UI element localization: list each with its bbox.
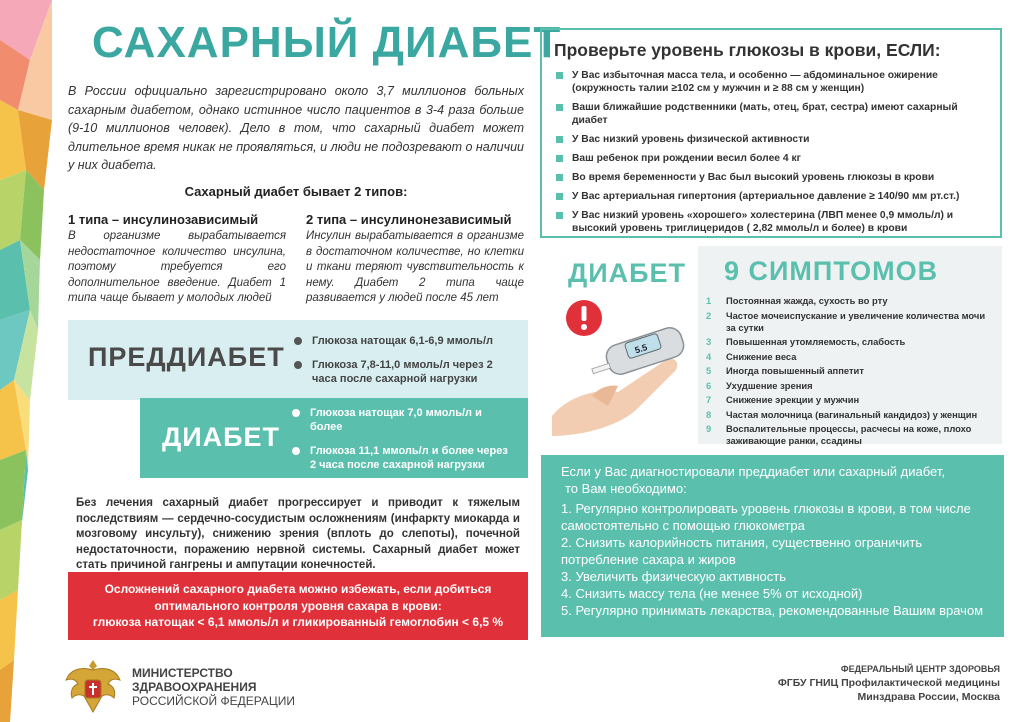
action-item: 3. Увеличить физическую активность [561, 569, 786, 584]
symptom-text: Постоянная жажда, сухость во рту [726, 295, 888, 306]
symptom-number: 7 [706, 394, 712, 405]
symptom-item [706, 351, 994, 363]
check-list [554, 69, 988, 235]
ministry-line: МИНИСТЕРСТВО [132, 666, 233, 680]
ministry-line: ЗДРАВООХРАНЕНИЯ [132, 680, 257, 694]
type1-title: 1 типа – инсулинозависимый [68, 212, 259, 227]
warning-line: Осложнений сахарного диабета можно избежать, если добиться [104, 582, 492, 596]
check-item: Во время беременности у Вас был высокий уровень глюкозы в крови [554, 171, 988, 184]
symptom-text: Воспалительные процессы, расчесы на коже, плохо заживающие ранки, ссадины [726, 423, 972, 446]
check-item: Ваши ближайшие родственники (мать, отец, брат, сестра) имеют сахарный диабет [554, 101, 988, 127]
action-item: 1. Регулярно контролировать уровень глюкозы в крови, в том числе самостоятельно с помощью глюкометра [561, 501, 971, 533]
check-glucose-panel [540, 28, 1002, 238]
diabetes-item: Глюкоза натощак 7,0 ммоль/л и более [292, 406, 492, 434]
symptom-item [706, 394, 994, 406]
symptom-number: 4 [706, 350, 712, 362]
symptom-text: Частое мочеиспускание и увеличение количества мочи за сутки [726, 309, 986, 333]
ministry-name [132, 666, 295, 708]
type2-text: Инсулин вырабатывается в организме в достаточном количестве, но клетки и ткани теряют чувствительность к нему. Диабет 2 типа чаще развивается у людей после 45 лет [306, 230, 524, 304]
symptom-text: Повышенная утомляемость, слабость [726, 336, 906, 347]
diabetes-label: ДИАБЕТ [162, 422, 281, 452]
symptom-item [706, 310, 994, 334]
ministry-logo-block [62, 656, 322, 718]
check-item: У Вас низкий уровень «хорошего» холестерина (ЛВП менее 0,9 ммоль/л) и высокий уровень триглицеридов ( 2,82 ммоль/л и более) в крови [554, 209, 988, 235]
glucometer-hand-illustration [548, 296, 696, 444]
center-line: ФЕДЕРАЛЬНЫЙ ЦЕНТР ЗДОРОВЬЯ [840, 664, 1000, 674]
symptom-text: Иногда повышенный аппетит [726, 365, 864, 376]
symptom-item [706, 380, 994, 392]
symptom-number: 1 [706, 295, 712, 306]
symptom-text: Ухудшение зрения [726, 379, 813, 391]
symptom-item [706, 409, 994, 421]
warning-box [68, 572, 528, 640]
type1-column [68, 212, 286, 307]
warning-line: глюкоза натощак < 6,1 ммоль/л и гликированный гемоглобин < 6,5 % [92, 615, 504, 629]
symptoms-illustration-area [548, 248, 696, 444]
symptom-item [706, 365, 994, 377]
prediabetes-item: Глюкоза 7,8-11,0 ммоль/л через 2 часа после сахарной нагрузки [294, 358, 498, 386]
actions-heading-line: то Вам необходимо: [565, 481, 687, 496]
prediabetes-panel [68, 320, 528, 400]
symptoms-title: 9 СИМПТОМОВ [724, 256, 939, 286]
check-title: Проверьте уровень глюкозы в крови, ЕСЛИ: [554, 40, 941, 60]
decorative-mosaic [0, 0, 52, 722]
symptom-text: Снижение веса [726, 350, 797, 362]
symptom-number: 9 [706, 423, 712, 434]
page-title: САХАРНЫЙ ДИАБЕТ [92, 18, 562, 67]
symptom-item [706, 336, 994, 348]
center-line: ФГБУ ГНИЦ Профилактической медицины [777, 677, 1000, 689]
center-line: Минздрава России, Москва [857, 691, 1000, 703]
actions-panel [541, 455, 1004, 637]
prediabetes-item: Глюкоза натощак 6,1-6,9 ммоль/л [294, 334, 498, 348]
symptom-number: 3 [706, 336, 712, 347]
action-item: 5. Регулярно принимать лекарства, рекомендованные Вашим врачом [561, 603, 984, 618]
ministry-line: РОССИЙСКОЙ ФЕДЕРАЦИИ [132, 694, 296, 708]
action-item: 4. Снизить массу тела (не менее 5% от исходной) [561, 586, 863, 601]
symptoms-panel [698, 246, 1002, 444]
type2-column [306, 212, 524, 307]
consequences-paragraph: Без лечения сахарный диабет прогрессирует и приводит к тяжелым последствиям — сердечно-сосудистым осложнениям (инфаркту миокарда и мозговому инсульту), снижению зрения (вплоть до слепоты), почечной недостаточности, поражению нервной системы. Сахарный диабет может стать причиной гангрены и ампутации конечностей. [76, 497, 520, 571]
check-item: У Вас низкий уровень физической активности [554, 133, 988, 146]
actions-heading-line: Если у Вас диагностировали преддиабет или сахарный диабет, [561, 464, 945, 479]
intro-paragraph: В России официально зарегистрировано около 3,7 миллионов больных сахарным диабетом, однако истинное число пациентов в 3-4 раза больше (9-10 миллионов человек). Дело в том, что сахарный диабет может длительное время никак не проявляться, и люди не подозревают о наличии у них диабета. [68, 84, 524, 172]
symptom-number: 5 [706, 365, 712, 376]
meter-reading: 5.5 [633, 342, 649, 356]
diabetes-list [292, 406, 516, 482]
warning-line: оптимального контроля уровня сахара в крови: [154, 598, 442, 613]
actions-heading [561, 463, 990, 497]
symptom-number: 2 [706, 309, 712, 321]
diabetes-panel [140, 398, 528, 478]
types-heading: Сахарный диабет бывает 2 типов: [184, 184, 408, 199]
prediabetes-label: ПРЕДДИАБЕТ [88, 342, 285, 372]
check-item: У Вас избыточная масса тела, и особенно — абдоминальное ожирение (окружность талии ≥102 см у мужчин и ≥ 88 см у женщин) [554, 69, 988, 95]
check-item: Ваш ребенок при рождении весил более 4 кг [554, 152, 988, 165]
type2-title: 2 типа – инсулинонезависимый [306, 212, 512, 227]
symptoms-list [706, 295, 994, 447]
check-item: У Вас артериальная гипертония (артериальное давление ≥ 140/90 мм рт.ст.) [554, 190, 988, 203]
symptom-text: Снижение эрекции у мужчин [726, 394, 860, 405]
coat-of-arms-icon [62, 656, 124, 718]
actions-list [561, 500, 990, 619]
symptoms-left-label: ДИАБЕТ [568, 258, 687, 288]
health-center-block [778, 662, 1000, 704]
symptom-text: Частая молочница (вагинальный кандидоз) у женщин [726, 408, 978, 420]
action-item: 2. Снизить калорийность питания, существенно ограничить потребление сахара и жиров [561, 535, 923, 567]
symptom-number: 6 [706, 379, 712, 391]
symptom-item [706, 295, 994, 307]
symptom-number: 8 [706, 408, 712, 420]
prediabetes-list [294, 334, 498, 396]
symptom-item [706, 423, 994, 447]
type1-text: В организме вырабатывается недостаточное количество инсулина, поэтому требуется его дополнительное введение. Диабет 1 типа чаще бывает у молодых людей [68, 230, 286, 304]
diabetes-item: Глюкоза 11,1 ммоль/л и более через 2 часа после сахарной нагрузки [292, 444, 516, 472]
